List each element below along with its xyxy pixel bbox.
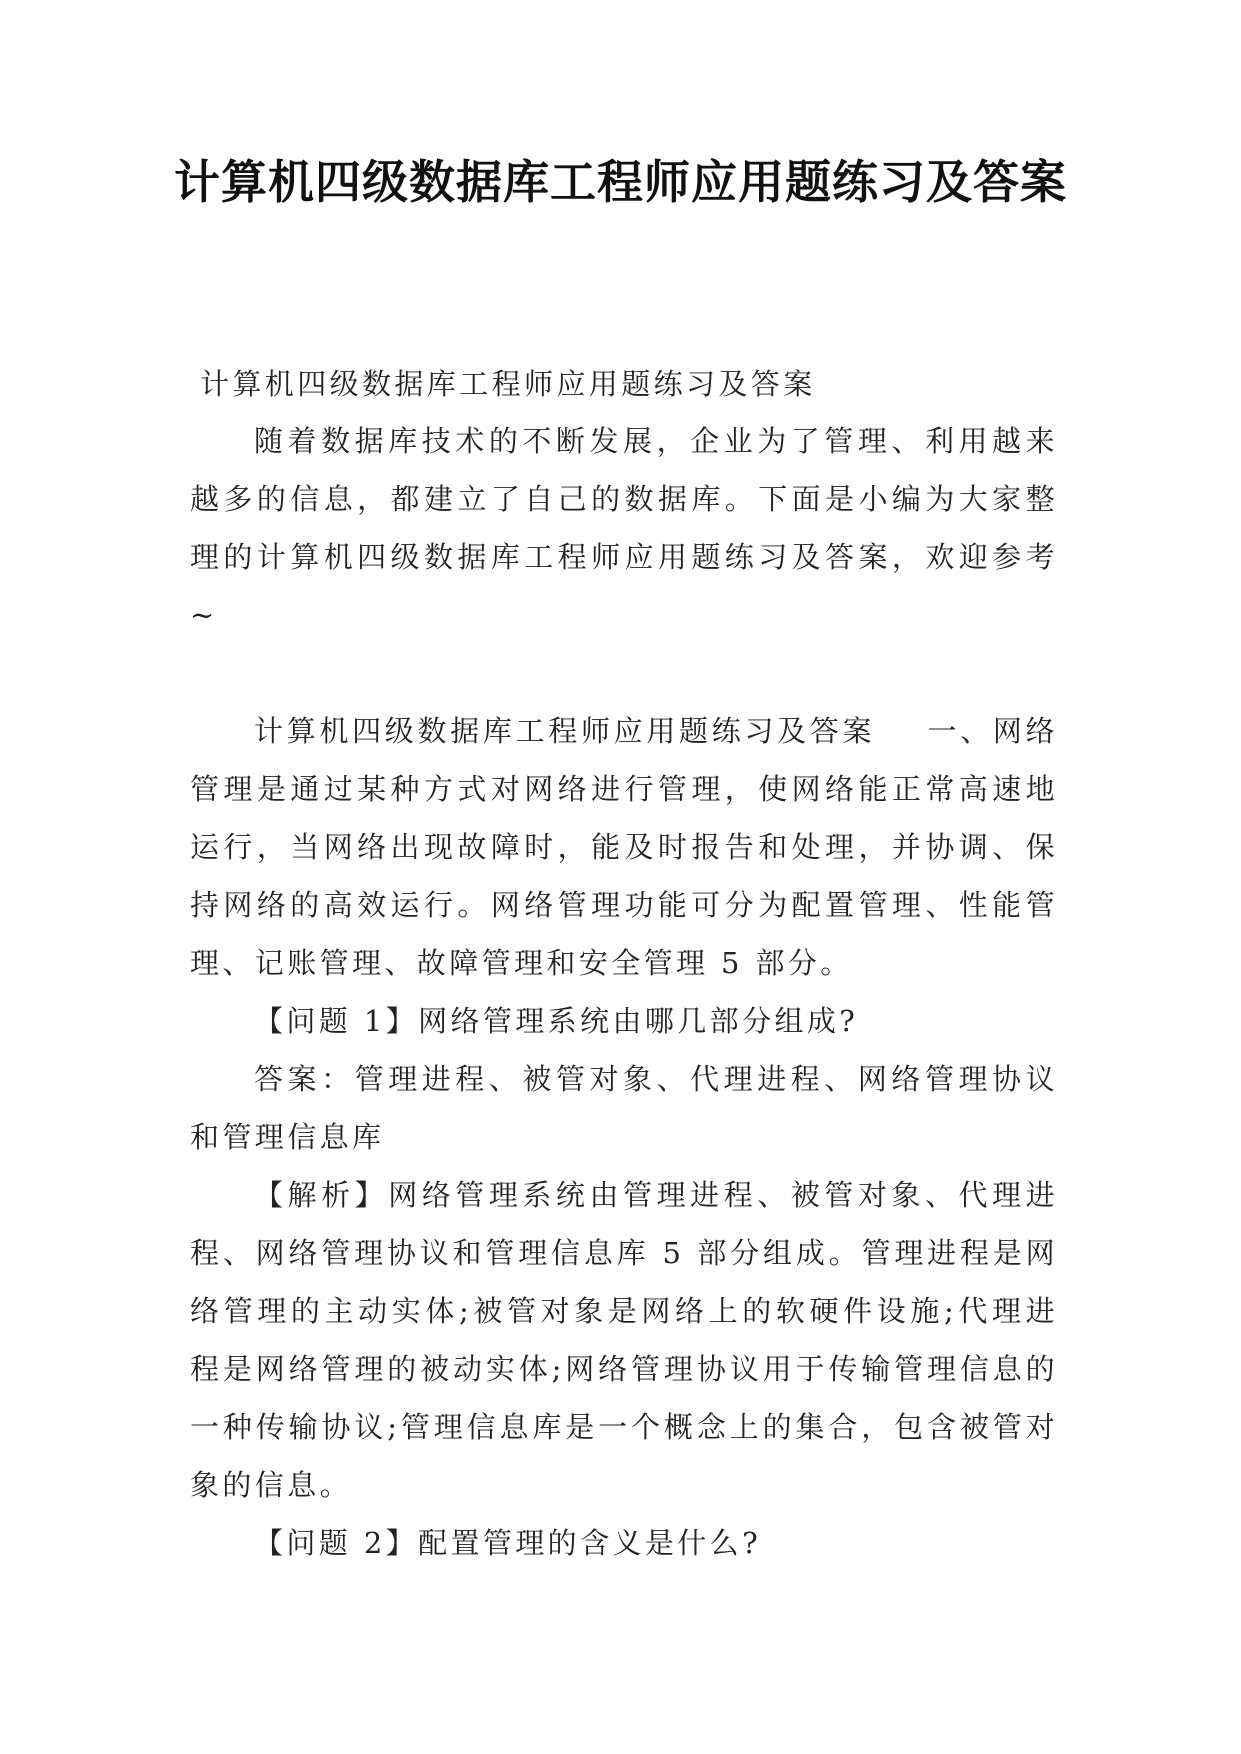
- intro-paragraph: 随着数据库技术的不断发展，企业为了管理、利用越来越多的信息，都建立了自己的数据库。下面是小编为大家整理的计算机四级数据库工程师应用题练习及答案，欢迎参考~: [190, 424, 1058, 632]
- main-section: [190, 702, 1058, 1572]
- intro-section: [190, 412, 1058, 644]
- document-title: 计算机四级数据库工程师应用题练习及答案: [174, 155, 1067, 209]
- section-paragraph: [190, 702, 1058, 992]
- analysis-1: 【解析】网络管理系统由管理进程、被管对象、代理进程、网络管理协议和管理信息库 5 部分组成。管理进程是网络管理的主动实体;被管对象是网络上的软硬件设施;代理进程是网络管理的被动实体;网络管理协议用于传输管理信息的一种传输协议;管理信息库是一个概念上的集合，包含被管对象的信息。: [190, 1178, 1058, 1502]
- document-subtitle: 计算机四级数据库工程师应用题练习及答案: [200, 367, 816, 401]
- question-2: 【问题 2】配置管理的含义是什么?: [254, 1526, 762, 1560]
- section-lead: 计算机四级数据库工程师应用题练习及答案: [254, 714, 876, 748]
- answer-1: 答案：管理进程、被管对象、代理进程、网络管理协议和管理信息库: [190, 1062, 1058, 1154]
- section-body: 一、网络管理是通过某种方式对网络进行管理，使网络能正常高速地运行，当网络出现故障时，能及时报告和处理，并协调、保持网络的高效运行。网络管理功能可分为配置管理、性能管理、记账管理、故障管理和安全管理 5 部分。: [190, 714, 1058, 980]
- question-1: 【问题 1】网络管理系统由哪几部分组成?: [254, 1004, 859, 1038]
